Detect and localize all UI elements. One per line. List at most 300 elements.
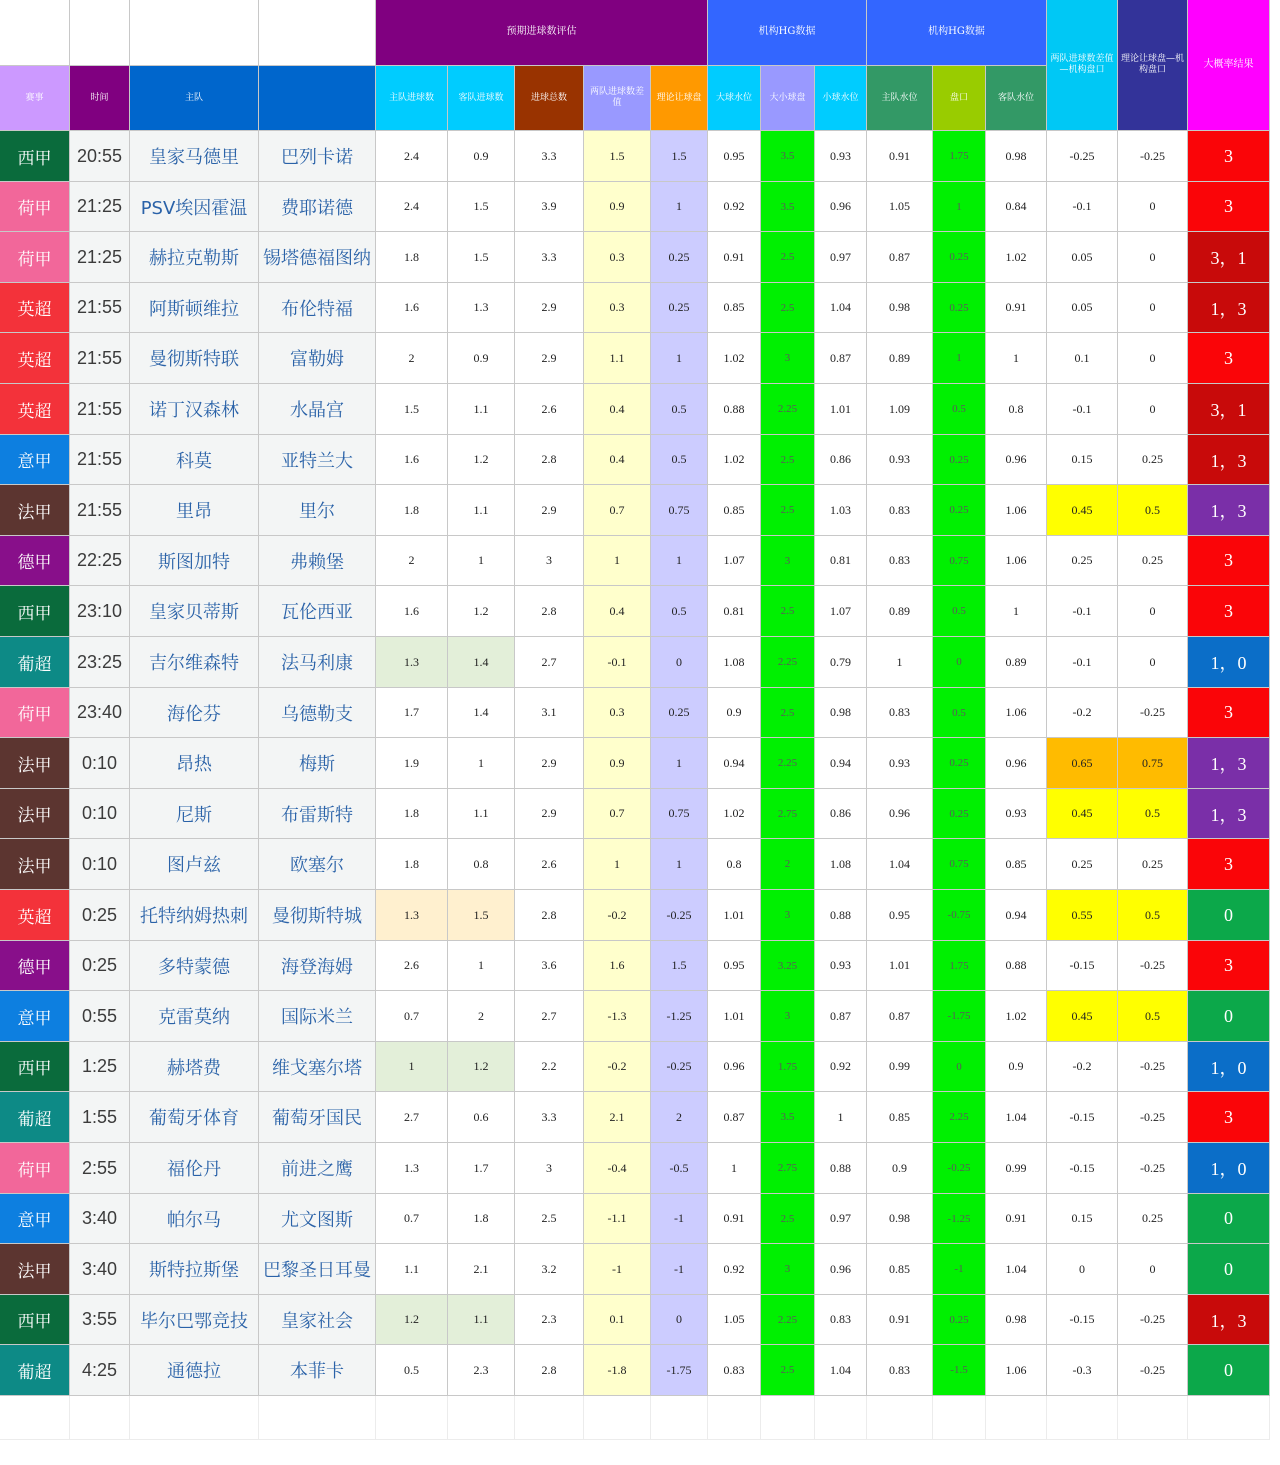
goal-difference: 1.5	[584, 131, 651, 182]
diff-vs-line: -0.1	[1047, 384, 1118, 435]
home-goals: 1.6	[376, 283, 448, 333]
handicap-line: 0	[933, 637, 986, 688]
over-odds: 0.95	[708, 131, 761, 182]
home-odds: 0.91	[867, 1295, 933, 1345]
under-odds: 1.03	[815, 485, 867, 536]
away-team: 费耶诺德	[259, 182, 376, 232]
header-hg-ou: 机构HG数据	[708, 0, 867, 66]
theory-vs-line: 0.5	[1118, 890, 1188, 941]
home-goals: 1.1	[376, 1244, 448, 1295]
home-team: 斯图加特	[130, 536, 259, 586]
away-odds: 1.06	[986, 688, 1047, 738]
ou-line: 3	[761, 536, 815, 586]
away-team: 乌德勒支	[259, 688, 376, 738]
theory-handicap: 0.25	[651, 232, 708, 283]
theory-handicap: 0	[651, 1295, 708, 1345]
under-odds: 1.04	[815, 283, 867, 333]
under-odds: 0.87	[815, 991, 867, 1042]
ou-line: 3.25	[761, 941, 815, 991]
under-odds: 0.98	[815, 688, 867, 738]
result-badge: 1，3	[1188, 485, 1270, 536]
under-odds: 1	[815, 1092, 867, 1143]
home-odds: 0.87	[867, 232, 933, 283]
league-label: 西甲	[0, 586, 70, 637]
home-team: 毕尔巴鄂竞技	[130, 1295, 259, 1345]
home-goals: 1.6	[376, 586, 448, 637]
away-team: 富勒姆	[259, 333, 376, 384]
home-team: 诺丁汉森林	[130, 384, 259, 435]
kickoff-time: 23:10	[70, 586, 130, 637]
diff-vs-line: 0.55	[1047, 890, 1118, 941]
ou-line: 3	[761, 890, 815, 941]
goal-difference: 1.1	[584, 333, 651, 384]
over-odds: 1.07	[708, 536, 761, 586]
theory-vs-line: 0.5	[1118, 991, 1188, 1042]
over-odds: 1.02	[708, 435, 761, 485]
ou-line: 2.5	[761, 1194, 815, 1244]
handicap-line: 0.25	[933, 435, 986, 485]
result-badge: 3	[1188, 333, 1270, 384]
diff-vs-line: 0.65	[1047, 738, 1118, 789]
home-odds: 0.9	[867, 1143, 933, 1194]
empty-cell	[708, 1396, 761, 1440]
ou-line: 3	[761, 991, 815, 1042]
home-odds: 0.87	[867, 991, 933, 1042]
ou-line: 2.5	[761, 283, 815, 333]
away-odds: 1	[986, 586, 1047, 637]
ou-line: 2.5	[761, 1345, 815, 1396]
kickoff-time: 23:25	[70, 637, 130, 688]
home-goals: 2.6	[376, 941, 448, 991]
home-odds: 1	[867, 637, 933, 688]
over-odds: 0.85	[708, 485, 761, 536]
away-team: 布雷斯特	[259, 789, 376, 839]
result-badge: 0	[1188, 1244, 1270, 1295]
over-odds: 0.94	[708, 738, 761, 789]
league-label: 葡超	[0, 1092, 70, 1143]
goal-difference: -1	[584, 1244, 651, 1295]
handicap-line: 0.25	[933, 1295, 986, 1345]
over-odds: 0.95	[708, 941, 761, 991]
ou-line: 3	[761, 333, 815, 384]
header-blank-cell	[130, 0, 259, 66]
column-header: 主队水位	[867, 66, 933, 131]
theory-vs-line: -0.25	[1118, 688, 1188, 738]
home-odds: 0.85	[867, 1092, 933, 1143]
league-label: 西甲	[0, 1042, 70, 1092]
handicap-line: -1	[933, 1244, 986, 1295]
empty-cell	[130, 1396, 259, 1440]
ou-line: 3	[761, 1244, 815, 1295]
over-odds: 1.08	[708, 637, 761, 688]
result-badge: 3	[1188, 131, 1270, 182]
diff-vs-line: 0.25	[1047, 536, 1118, 586]
total-goals: 2.2	[515, 1042, 584, 1092]
empty-cell	[761, 1396, 815, 1440]
over-odds: 0.83	[708, 1345, 761, 1396]
home-team: 托特纳姆热刺	[130, 890, 259, 941]
diff-vs-line: 0.45	[1047, 485, 1118, 536]
handicap-line: 0.75	[933, 536, 986, 586]
theory-handicap: 0.5	[651, 586, 708, 637]
home-odds: 0.96	[867, 789, 933, 839]
empty-cell	[259, 1396, 376, 1440]
column-header: 大小球盘	[761, 66, 815, 131]
under-odds: 0.79	[815, 637, 867, 688]
kickoff-time: 0:10	[70, 839, 130, 890]
total-goals: 2.8	[515, 890, 584, 941]
league-label: 荷甲	[0, 688, 70, 738]
column-header	[259, 66, 376, 131]
handicap-line: 0.25	[933, 738, 986, 789]
under-odds: 0.93	[815, 131, 867, 182]
theory-handicap: 1	[651, 536, 708, 586]
home-odds: 0.93	[867, 738, 933, 789]
league-label: 荷甲	[0, 232, 70, 283]
home-goals: 0.7	[376, 1194, 448, 1244]
header-expected-goals: 预期进球数评估	[376, 0, 708, 66]
empty-cell	[815, 1396, 867, 1440]
diff-vs-line: 0.15	[1047, 435, 1118, 485]
kickoff-time: 0:10	[70, 738, 130, 789]
away-odds: 0.93	[986, 789, 1047, 839]
away-team: 海登海姆	[259, 941, 376, 991]
kickoff-time: 3:40	[70, 1194, 130, 1244]
home-team: 皇家马德里	[130, 131, 259, 182]
result-badge: 3，1	[1188, 232, 1270, 283]
empty-cell	[376, 1396, 448, 1440]
theory-vs-line: 0.25	[1118, 435, 1188, 485]
goal-difference: 2.1	[584, 1092, 651, 1143]
header-blank-cell	[0, 0, 70, 66]
theory-vs-line: -0.25	[1118, 1345, 1188, 1396]
goal-difference: 0.3	[584, 232, 651, 283]
result-badge: 1，3	[1188, 789, 1270, 839]
over-odds: 0.91	[708, 232, 761, 283]
away-odds: 0.85	[986, 839, 1047, 890]
away-goals: 1.4	[448, 637, 515, 688]
home-team: 里昂	[130, 485, 259, 536]
theory-handicap: 0.5	[651, 384, 708, 435]
result-badge: 1，3	[1188, 283, 1270, 333]
home-team: 通德拉	[130, 1345, 259, 1396]
home-goals: 1.2	[376, 1295, 448, 1345]
goal-difference: -0.4	[584, 1143, 651, 1194]
away-team: 尤文图斯	[259, 1194, 376, 1244]
total-goals: 2.3	[515, 1295, 584, 1345]
result-badge: 1，0	[1188, 1143, 1270, 1194]
home-goals: 1.5	[376, 384, 448, 435]
empty-cell	[584, 1396, 651, 1440]
away-goals: 1	[448, 536, 515, 586]
away-goals: 0.9	[448, 333, 515, 384]
kickoff-time: 1:55	[70, 1092, 130, 1143]
over-odds: 0.92	[708, 182, 761, 232]
theory-handicap: 0.25	[651, 688, 708, 738]
header-blank-cell	[70, 0, 130, 66]
ou-line: 2.75	[761, 1143, 815, 1194]
header-blank-cell	[259, 0, 376, 66]
home-odds: 1.04	[867, 839, 933, 890]
away-goals: 2	[448, 991, 515, 1042]
diff-vs-line: -0.15	[1047, 1092, 1118, 1143]
over-odds: 1.05	[708, 1295, 761, 1345]
total-goals: 3.2	[515, 1244, 584, 1295]
away-odds: 0.88	[986, 941, 1047, 991]
home-goals: 1.8	[376, 789, 448, 839]
result-badge: 1，3	[1188, 435, 1270, 485]
theory-handicap: 1	[651, 333, 708, 384]
theory-vs-line: 0.25	[1118, 536, 1188, 586]
away-goals: 1.2	[448, 435, 515, 485]
home-odds: 0.89	[867, 586, 933, 637]
theory-handicap: 1.5	[651, 941, 708, 991]
result-badge: 3	[1188, 688, 1270, 738]
kickoff-time: 21:55	[70, 384, 130, 435]
home-team: 克雷莫纳	[130, 991, 259, 1042]
theory-vs-line: -0.25	[1118, 131, 1188, 182]
home-goals: 1.9	[376, 738, 448, 789]
home-goals: 1.6	[376, 435, 448, 485]
home-team: 福伦丹	[130, 1143, 259, 1194]
under-odds: 1.01	[815, 384, 867, 435]
under-odds: 0.88	[815, 890, 867, 941]
away-goals: 1.8	[448, 1194, 515, 1244]
league-label: 英超	[0, 384, 70, 435]
total-goals: 2.7	[515, 637, 584, 688]
home-goals: 1.8	[376, 232, 448, 283]
total-goals: 3.3	[515, 1092, 584, 1143]
handicap-line: -1.5	[933, 1345, 986, 1396]
empty-cell	[933, 1396, 986, 1440]
empty-cell	[651, 1396, 708, 1440]
home-odds: 0.95	[867, 890, 933, 941]
diff-vs-line: 0.45	[1047, 789, 1118, 839]
away-team: 瓦伦西亚	[259, 586, 376, 637]
kickoff-time: 3:40	[70, 1244, 130, 1295]
home-team: 尼斯	[130, 789, 259, 839]
theory-vs-line: 0	[1118, 586, 1188, 637]
theory-handicap: 0.5	[651, 435, 708, 485]
home-team: 葡萄牙体育	[130, 1092, 259, 1143]
ou-line: 2.5	[761, 232, 815, 283]
home-team: 帕尔马	[130, 1194, 259, 1244]
away-odds: 1.06	[986, 485, 1047, 536]
kickoff-time: 21:55	[70, 485, 130, 536]
goal-difference: 0.7	[584, 789, 651, 839]
goal-difference: 0.4	[584, 384, 651, 435]
theory-handicap: 1	[651, 182, 708, 232]
away-team: 梅斯	[259, 738, 376, 789]
theory-handicap: 1.5	[651, 131, 708, 182]
over-odds: 0.91	[708, 1194, 761, 1244]
under-odds: 0.87	[815, 333, 867, 384]
header-likely-result: 大概率结果	[1188, 0, 1270, 131]
home-team: 阿斯顿维拉	[130, 283, 259, 333]
home-team: 昂热	[130, 738, 259, 789]
home-goals: 1	[376, 1042, 448, 1092]
handicap-line: 0.5	[933, 384, 986, 435]
theory-handicap: -0.5	[651, 1143, 708, 1194]
home-odds: 0.99	[867, 1042, 933, 1092]
handicap-line: 1.75	[933, 131, 986, 182]
result-badge: 0	[1188, 1194, 1270, 1244]
league-label: 法甲	[0, 839, 70, 890]
over-odds: 0.92	[708, 1244, 761, 1295]
away-team: 里尔	[259, 485, 376, 536]
away-team: 葡萄牙国民	[259, 1092, 376, 1143]
goal-difference: -1.3	[584, 991, 651, 1042]
league-label: 葡超	[0, 637, 70, 688]
under-odds: 0.96	[815, 1244, 867, 1295]
away-goals: 1.1	[448, 1295, 515, 1345]
ou-line: 2.5	[761, 586, 815, 637]
ou-line: 3.5	[761, 182, 815, 232]
under-odds: 1.08	[815, 839, 867, 890]
league-label: 法甲	[0, 1244, 70, 1295]
column-header: 时间	[70, 66, 130, 131]
ou-line: 2.5	[761, 435, 815, 485]
under-odds: 0.97	[815, 232, 867, 283]
away-team: 法马利康	[259, 637, 376, 688]
away-goals: 1.5	[448, 182, 515, 232]
total-goals: 3	[515, 536, 584, 586]
total-goals: 2.8	[515, 435, 584, 485]
away-odds: 0.89	[986, 637, 1047, 688]
home-odds: 0.91	[867, 131, 933, 182]
league-label: 英超	[0, 333, 70, 384]
home-odds: 1.05	[867, 182, 933, 232]
handicap-line: 0.25	[933, 789, 986, 839]
total-goals: 2.8	[515, 1345, 584, 1396]
home-odds: 1.01	[867, 941, 933, 991]
handicap-line: 0.25	[933, 283, 986, 333]
diff-vs-line: -0.2	[1047, 688, 1118, 738]
under-odds: 0.96	[815, 182, 867, 232]
home-team: 多特蒙德	[130, 941, 259, 991]
header-hg-handicap: 机构HG数据	[867, 0, 1047, 66]
home-goals: 2	[376, 333, 448, 384]
theory-vs-line: 0	[1118, 637, 1188, 688]
theory-vs-line: 0.25	[1118, 839, 1188, 890]
league-label: 西甲	[0, 1295, 70, 1345]
kickoff-time: 0:55	[70, 991, 130, 1042]
result-badge: 0	[1188, 1345, 1270, 1396]
total-goals: 3.1	[515, 688, 584, 738]
total-goals: 2.9	[515, 333, 584, 384]
under-odds: 0.83	[815, 1295, 867, 1345]
ou-line: 2.5	[761, 688, 815, 738]
handicap-line: 1.75	[933, 941, 986, 991]
goal-difference: 0.3	[584, 283, 651, 333]
over-odds: 1.01	[708, 890, 761, 941]
away-odds: 0.94	[986, 890, 1047, 941]
under-odds: 1.07	[815, 586, 867, 637]
away-odds: 0.84	[986, 182, 1047, 232]
home-team: PSV埃因霍温	[130, 182, 259, 232]
league-label: 荷甲	[0, 1143, 70, 1194]
over-odds: 1.01	[708, 991, 761, 1042]
header-theory-vs-line: 理论让球盘—机构盘口	[1118, 0, 1188, 131]
column-header: 主队进球数	[376, 66, 448, 131]
handicap-line: -0.75	[933, 890, 986, 941]
league-label: 英超	[0, 890, 70, 941]
away-goals: 1	[448, 941, 515, 991]
header-diff-vs-line: 两队进球数差值—机构盘口	[1047, 0, 1118, 131]
diff-vs-line: -0.2	[1047, 1042, 1118, 1092]
result-badge: 1，0	[1188, 637, 1270, 688]
diff-vs-line: -0.1	[1047, 182, 1118, 232]
away-goals: 1.5	[448, 890, 515, 941]
theory-vs-line: 0	[1118, 384, 1188, 435]
home-team: 赫塔费	[130, 1042, 259, 1092]
handicap-line: 2.25	[933, 1092, 986, 1143]
diff-vs-line: 0.1	[1047, 333, 1118, 384]
home-goals: 2.4	[376, 182, 448, 232]
total-goals: 2.9	[515, 283, 584, 333]
home-odds: 0.93	[867, 435, 933, 485]
result-badge: 3	[1188, 586, 1270, 637]
ou-line: 2.25	[761, 1295, 815, 1345]
league-label: 葡超	[0, 1345, 70, 1396]
result-badge: 1，3	[1188, 738, 1270, 789]
away-team: 巴列卡诺	[259, 131, 376, 182]
away-goals: 1.2	[448, 1042, 515, 1092]
over-odds: 1	[708, 1143, 761, 1194]
home-odds: 0.89	[867, 333, 933, 384]
away-team: 布伦特福	[259, 283, 376, 333]
theory-vs-line: -0.25	[1118, 1295, 1188, 1345]
total-goals: 3.3	[515, 131, 584, 182]
total-goals: 2.6	[515, 384, 584, 435]
league-label: 德甲	[0, 536, 70, 586]
empty-cell	[1047, 1396, 1118, 1440]
theory-vs-line: 0	[1118, 1244, 1188, 1295]
theory-vs-line: 0.75	[1118, 738, 1188, 789]
under-odds: 0.88	[815, 1143, 867, 1194]
column-header: 两队进球数差值	[584, 66, 651, 131]
goal-difference: -1.8	[584, 1345, 651, 1396]
handicap-line: 1	[933, 182, 986, 232]
theory-handicap: 0.75	[651, 789, 708, 839]
handicap-line: 0	[933, 1042, 986, 1092]
home-goals: 1.3	[376, 890, 448, 941]
under-odds: 0.93	[815, 941, 867, 991]
away-team: 弗赖堡	[259, 536, 376, 586]
theory-handicap: 1	[651, 738, 708, 789]
home-team: 皇家贝蒂斯	[130, 586, 259, 637]
column-header: 客队水位	[986, 66, 1047, 131]
away-odds: 1.04	[986, 1092, 1047, 1143]
goal-difference: 1.6	[584, 941, 651, 991]
over-odds: 0.87	[708, 1092, 761, 1143]
empty-cell	[448, 1396, 515, 1440]
league-label: 意甲	[0, 991, 70, 1042]
theory-handicap: 0.25	[651, 283, 708, 333]
total-goals: 2.9	[515, 485, 584, 536]
kickoff-time: 0:25	[70, 890, 130, 941]
under-odds: 0.92	[815, 1042, 867, 1092]
kickoff-time: 0:25	[70, 941, 130, 991]
home-odds: 0.83	[867, 485, 933, 536]
kickoff-time: 21:25	[70, 232, 130, 283]
away-team: 皇家社会	[259, 1295, 376, 1345]
diff-vs-line: 0.15	[1047, 1194, 1118, 1244]
column-header: 盘口	[933, 66, 986, 131]
away-team: 前进之鹰	[259, 1143, 376, 1194]
home-goals: 2.4	[376, 131, 448, 182]
home-goals: 1.8	[376, 485, 448, 536]
